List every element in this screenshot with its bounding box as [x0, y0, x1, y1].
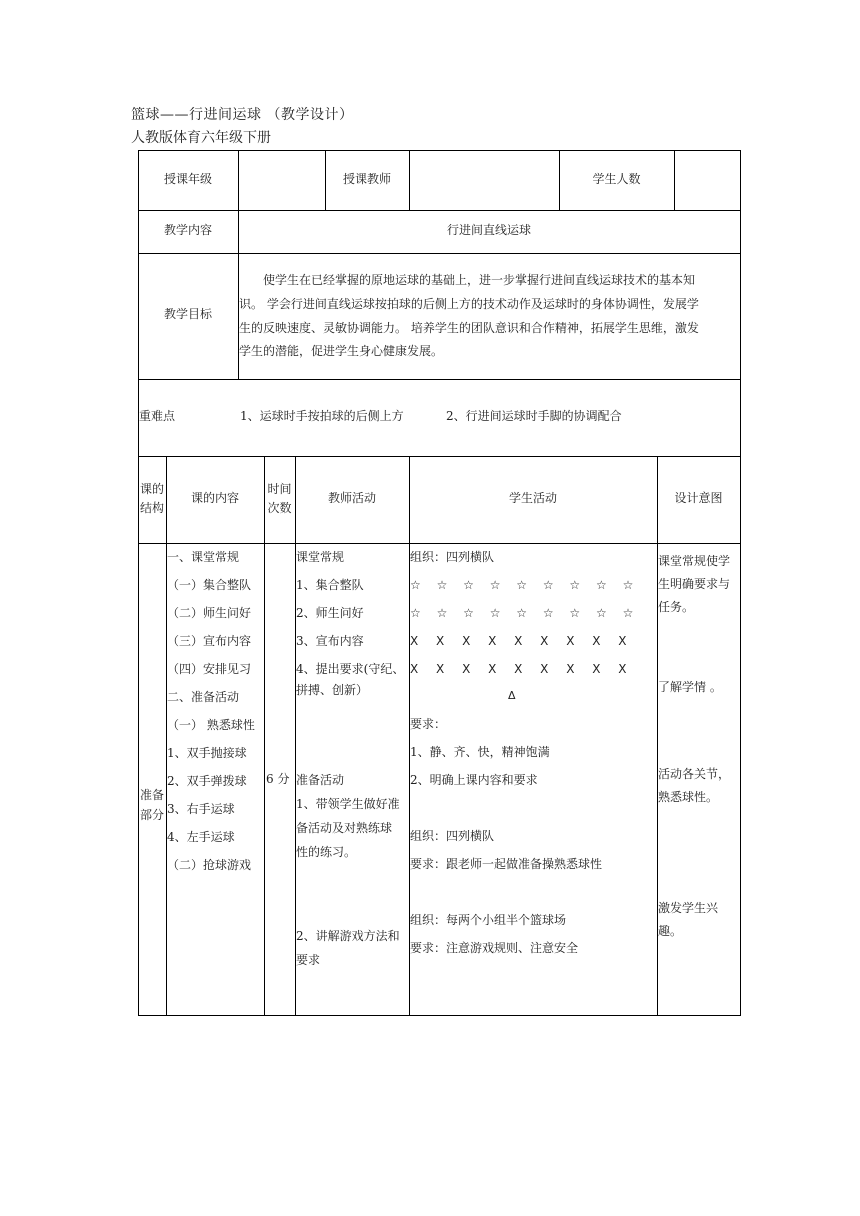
- header-content: 课的内容: [190, 491, 239, 505]
- key-point-1: 1、运球时手按拍球的后侧上方: [240, 409, 404, 423]
- content-item: （一）集合整队: [167, 578, 252, 592]
- header-structure: [138, 480, 166, 518]
- content-item: 4、左手运球: [167, 830, 235, 844]
- content-item: 二、准备活动: [167, 690, 240, 704]
- teacher-activity-1: [296, 543, 404, 683]
- table-border-top: [138, 150, 741, 151]
- student-star-row: ☆ ☆ ☆ ☆ ☆ ☆ ☆ ☆ ☆: [410, 578, 640, 592]
- intent-line: 生明确要求与: [658, 577, 731, 591]
- header-structure-line: 结构: [139, 501, 164, 515]
- row-line: [138, 379, 741, 380]
- content-item: 3、右手运球: [167, 802, 235, 816]
- prep-structure-line: 准备: [139, 788, 164, 802]
- objective-line: 生的反映速度、灵敏协调能力。 培养学生的团队意识和合作精神，拓展学生思维，激发: [239, 321, 699, 335]
- col-line: [264, 456, 265, 1016]
- intent-4: [658, 897, 718, 943]
- objective-line: 学生的潜能，促进学生身心健康发展。: [239, 344, 444, 358]
- content-label: 教学内容: [163, 223, 212, 237]
- student-req-2: 要求：跟老师一起做准备操熟悉球性: [410, 857, 603, 871]
- content-item: 2、双手弹拨球: [167, 774, 247, 788]
- teacher-activity-line: 要求: [296, 953, 321, 967]
- student-req-label: 要求：: [410, 717, 447, 731]
- teacher-activity-2: [296, 768, 400, 864]
- teacher-label: 授课教师: [342, 172, 391, 186]
- student-org-3: 组织：每两个小组半个篮球场: [410, 913, 567, 927]
- student-star-row: ☆ ☆ ☆ ☆ ☆ ☆ ☆ ☆ ☆: [410, 606, 640, 620]
- prep-structure: [138, 785, 166, 825]
- teacher-activity-line: 2、师生问好: [296, 606, 364, 620]
- page-subtitle: 人教版体育六年级下册: [131, 130, 271, 146]
- student-req-item: 2、明确上课内容和要求: [410, 773, 538, 787]
- objective-line: 识。 学会行进间直线运球按拍球的后侧上方的技术动作及运球时的身体协调性，发展学: [239, 297, 699, 311]
- col-line: [409, 150, 410, 211]
- student-count-label: 学生人数: [592, 172, 641, 186]
- intent-line: 熟悉球性。: [658, 790, 719, 804]
- teacher-activity-line: 课堂常规: [296, 550, 345, 564]
- teacher-activity-line: 1、带领学生做好准: [296, 797, 400, 811]
- table-border-right: [740, 150, 741, 1016]
- teacher-position-marker: Δ: [508, 689, 516, 702]
- intent-line: 任务。: [658, 600, 695, 614]
- intent-1: [658, 550, 730, 619]
- teacher-activity-line: 3、宣布内容: [296, 634, 364, 648]
- header-intent: 设计意图: [674, 491, 723, 505]
- intent-line: 活动各关节，: [658, 767, 731, 781]
- intent-3: [658, 763, 730, 809]
- student-org-2: 组织：四列横队: [410, 829, 495, 843]
- key-label: 重难点: [139, 409, 176, 423]
- content-value: 行进间直线运球: [446, 223, 531, 237]
- objective-line: 使学生在已经掌握的原地运球的基础上，进一步掌握行进间直线运球技术的基本知: [263, 273, 696, 287]
- row-line: [138, 210, 741, 211]
- prep-structure-line: 部分: [139, 808, 164, 822]
- teacher-activity-3: [296, 924, 400, 972]
- table-border-left: [138, 150, 139, 1016]
- teacher-activity-line: 性的练习。: [296, 845, 357, 859]
- content-item: 1、双手抛接球: [167, 746, 247, 760]
- prep-time: 6 分: [266, 772, 290, 786]
- student-req-item: 1、静、齐、快，精神饱满: [410, 745, 550, 759]
- teacher-activity-line: 备活动及对熟练球: [296, 821, 393, 835]
- header-structure-line: 课的: [139, 482, 164, 496]
- key-point-2: 2、行进间运球时手脚的协调配合: [446, 409, 622, 423]
- content-item: 一、课堂常规: [167, 550, 240, 564]
- intent-2: 了解学情 。: [658, 680, 722, 694]
- student-req-3: 要求：注意游戏规则、注意安全: [410, 941, 579, 955]
- header-time-line: 次数: [267, 501, 292, 515]
- intent-line: 课堂常规使学: [658, 554, 731, 568]
- row-line: [138, 456, 741, 457]
- content-item: （一） 熟悉球性: [167, 718, 255, 732]
- teacher-activity-line: 准备活动: [296, 773, 345, 787]
- teacher-activity-line: 2、讲解游戏方法和: [296, 929, 400, 943]
- header-time-line: 时间: [267, 482, 292, 496]
- content-item: （二）抢球游戏: [167, 858, 252, 872]
- header-student: 学生活动: [508, 491, 557, 505]
- col-line: [409, 456, 410, 1016]
- col-line: [674, 150, 675, 211]
- student-x-row: X X X X X X X X X: [410, 634, 634, 648]
- content-item: （三）宣布内容: [167, 634, 252, 648]
- intent-line: 趣。: [658, 924, 683, 938]
- prep-content-list: [167, 543, 264, 879]
- grade-label: 授课年级: [163, 172, 212, 186]
- intent-line: 激发学生兴: [658, 901, 719, 915]
- content-item: （二）师生问好: [167, 606, 252, 620]
- header-teacher: 教师活动: [327, 491, 376, 505]
- table-border-bottom: [138, 1015, 741, 1016]
- row-line: [138, 253, 741, 254]
- page-title: 篮球——行进间运球 （教学设计）: [131, 107, 354, 123]
- student-x-row: X X X X X X X X X: [410, 662, 634, 676]
- header-time: [264, 480, 295, 518]
- content-item: （四）安排见习: [167, 662, 252, 676]
- student-org-1: 组织：四列横队: [410, 550, 495, 564]
- teacher-activity-line: 拼搏、创新）: [296, 683, 369, 697]
- teacher-activity-line: 4、提出要求(守纪、: [296, 662, 405, 676]
- teacher-activity-line: 1、集合整队: [296, 578, 364, 592]
- objective-label: 教学目标: [163, 307, 212, 321]
